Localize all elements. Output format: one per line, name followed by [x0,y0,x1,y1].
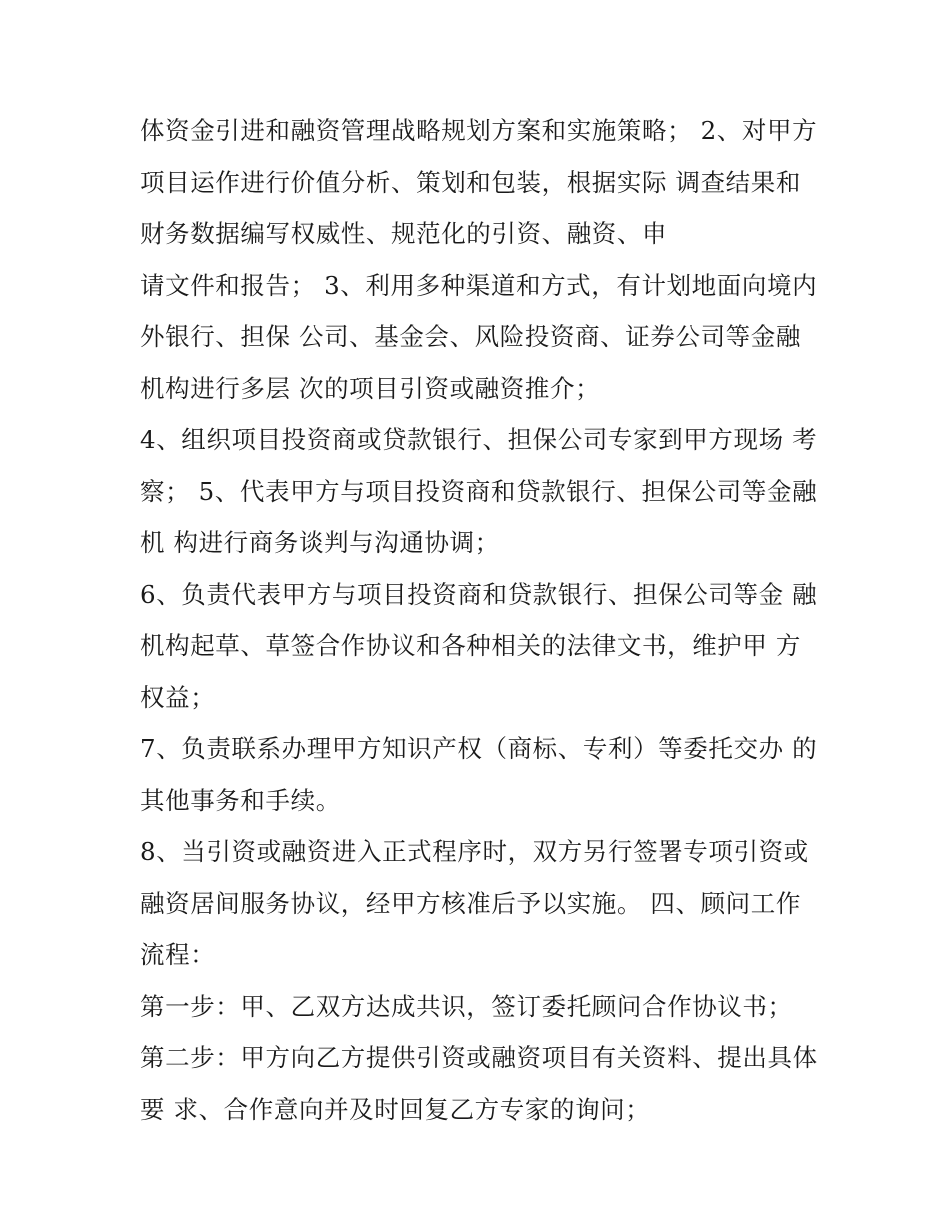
text-line: 6、负责代表甲方与项目投资商和贷款银行、担保公司等金 融 [140,579,818,609]
text-line: 4、组织项目投资商或贷款银行、担保公司专家到甲方现场 考 [140,425,818,454]
text-line: 财务数据编写权威性、规范化的引资、融资、申 [140,219,668,248]
text-line: 机构起草、草签合作协议和各种相关的法律文书，维护甲 方 [140,631,801,660]
text-line: 机构进行多层 次的项目引资或融资推介； [140,373,601,403]
text-line: 7、负责联系办理甲方知识产权（商标、专利）等委托交办 的 [140,734,818,763]
text-line: 请文件和报告； 3、利用多种渠道和方式，有计划地面向境内 [140,270,818,300]
text-line: 第一步：甲、乙双方达成共识，签订委托顾问合作协议书； [140,991,793,1021]
text-line: 权益； [140,682,216,712]
text-line: 体资金引进和融资管理战略规划方案和实施策略； 2、对甲方 [140,116,818,145]
body-text [140,105,830,1135]
text-line: 8、当引资或融资进入正式程序时，双方另行签署专项引资或 [140,837,809,866]
text-line: 察； 5、代表甲方与项目投资商和贷款银行、担保公司等金融 [140,476,818,506]
text-line: 第二步：甲方向乙方提供引资或融资项目有关资料、提出具体 [140,1043,818,1072]
text-line: 流程： [140,940,216,969]
text-line: 融资居间服务协议，经甲方核准后予以实施。 四、顾问工作 [140,888,801,918]
text-line: 机 构进行商务谈判与沟通协调； [140,528,500,557]
text-line: 项目运作进行价值分析、策划和包装，根据实际 调查结果和 [140,167,801,197]
text-line: 要 求、合作意向并及时回复乙方专家的询问； [140,1094,651,1124]
text-line: 其他事务和手续。 [140,785,341,815]
text-line: 外银行、担保 公司、基金会、风险投资商、证券公司等金融 [140,322,801,351]
